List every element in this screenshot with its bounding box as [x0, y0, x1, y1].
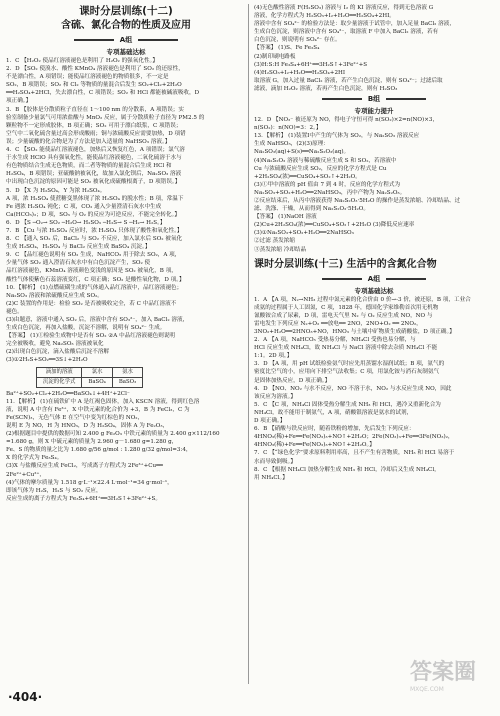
answer-line: 误；少量硫酸的化合物是为了方法是加入适量的 NaHSO₃ 溶液。】 [6, 138, 171, 145]
answer-line: 溶液中含有 SO₄²⁻ 的检验方法是：取少量溶液于试管中，加入足量 BaCl₂ 溶液， [254, 21, 455, 28]
answer-line: (2)出现白色沉淀，滴入盐酸后沉淀不溶解 [6, 349, 110, 356]
answer-line: 1．C 【H₂O₂ 使品红溶液褪色是利用了 H₂O₂ 的强氧化性。】 [6, 58, 158, 64]
answer-line: 13．【解析】 (1)装置Ⅰ中产生的气体为 SO₂，与 Na₂SO₃ 溶液反应 [254, 133, 420, 140]
answer-line: 溶液，化学方程式为 H₂SO₃+I₂+H₂O══H₂SO₄+2HI。 [254, 13, 395, 20]
answer-line: (3)①2H₂S+SO₂══3S↓+2H₂O [6, 357, 88, 364]
answer-line: ③蒸发浓缩 冷却结晶 [254, 246, 307, 253]
answer-line: 8．C 【根据 NH₄Cl 加热分解生成 NH₃ 和 HCl，冷却后又生成 NH₄Cl， [254, 466, 440, 473]
answer-line: 密度比空气的小，应用向下排空气法收集；C 项，用氯化铵与消石灰制氨气 [254, 369, 440, 376]
answer-line: HCl 反应生成 NH₄Cl，故 NH₄Cl 与 NaCl 溶液中除去杂质 NH₄Cl 不能 [254, 345, 438, 352]
answer-line: (4)Na₂S₂O₃ 溶液与稀硫酸反应生成 S 和 SO₂，若溶液中 [254, 157, 397, 164]
answer-line: ②反应结束后，从丙中溶液获得 Na₂S₂O₃·5H₂O 的操作是蒸发浓缩、冷却结晶、过 [254, 197, 461, 204]
answer-line: 【答案】 (1)①检验生成物中是否有 SO₂ ②A 中品红溶液褪色则说明 [6, 333, 176, 340]
answer-line: 7．C 【“绿色化学”要求原料利用率高，且不产生有害物质，NH₃ 和 HCl 易溶于 [254, 450, 455, 457]
answer-line: Na₂SO₃(aq)+S(s)══Na₂S₂O₃(aq)。 [254, 149, 350, 156]
page-number: ·404· [8, 690, 43, 704]
answer-line: Na₂SO₃+SO₂+H₂O══2NaHSO₃，丙中产物为 Na₂S₂O₃。 [254, 189, 406, 196]
answer-line: 白色沉淀，则说明有 SO₄²⁻ 存在。 [254, 37, 341, 44]
table-cell: BaSO₃ [112, 377, 142, 387]
answer-line: 反应生成的离子方程式为 Fe₃S₄+6H⁺══3H₂S↑+3Fe²⁺+S。 [6, 495, 161, 502]
table-cell: 氨水 [112, 367, 142, 377]
table-cell: BaSO₄ [82, 377, 112, 387]
group-a-heading: A组 [6, 35, 246, 46]
right-column [254, 4, 494, 482]
answer-line: 酸性气体使紫色石蕊溶液变红，C 项正确；SO₂ 是酸性氧化物，D 项。】 [6, 276, 185, 283]
answer-line: 1．A 【A 项，N₂→NH₃ 过程中氮元素的化合价由 0 价→-3 价，被还原，B 项，工业合 [254, 296, 471, 303]
answer-line: (3)①Na₂SO₃+SO₂+H₂O══2NaHSO₃ [254, 230, 354, 237]
watermark-logo: 答案圈 MXQE.COM [410, 660, 477, 693]
table-cell: 氯水 [82, 367, 112, 377]
table-cell: 沉淀的化学式 [37, 377, 82, 387]
answer-line: 液，说明 A 中含有 Fe³⁺，X 中铁元素的化合价为 +3，B 为 FeCl₃，C 为 [6, 406, 190, 413]
answer-line: (3)①甲中溶液的 pH 值由 7 到 4 时，反应的化学方程式为 [254, 181, 401, 188]
answer-line: 即该气体为 H₂S，H₂S 与 SO₂ 反应， [6, 487, 102, 494]
answer-line: NH₄Cl，故不能用于制氨气，A 项，硝酸银溶液是氨水的试剂， [254, 409, 413, 416]
answer-line: Ca(HCO₃)₂；D 项，SO₃ 与 O₂ 的反应为可逆反应，不能完全转化。】 [6, 211, 180, 218]
answer-line: 氰酸铵合成了尿素，D 项，雷电天气里 N₂ 与 O₂ 反应生成 NO，NO 与 [254, 312, 433, 319]
group-a2-section: 专项基础达标 [354, 286, 394, 295]
answer-line: 9．C 【品红褪色说明有 SO₂ 生成，NaHCO₃ 用于除去 SO₂，A 项， [6, 252, 181, 259]
answer-line: 滤、洗涤、干燥，从而得到 Na₂S₂O₃·5H₂O。 [254, 206, 369, 213]
lesson-13-answer-lines [254, 296, 494, 482]
answer-line: +2H₂SO₄(浓)══CuSO₄+SO₂↑+2H₂O。 [254, 173, 361, 180]
answer-line: 11．【解析】 (1)在硫铁矿中 A 是红褐色固体，加入 KSCN 溶液，得到红色溶 [6, 398, 200, 405]
answer-line: Ba²⁺+SO₂+Cl₂+2H₂O══BaSO₄↓+4H⁺+2Cl⁻ [6, 390, 130, 397]
answer-line: Cu 与浓硫酸反应生成 SO₂，反应的化学方程式是 Cu [254, 165, 387, 172]
answer-line: 2Fe²⁺+Cu²⁺， [6, 471, 45, 478]
table-row [37, 367, 143, 377]
answer-line: =1.680 g，则 X 中硫元素的质量为 2.960 g－1.680 g=1.280 g， [6, 439, 178, 446]
answer-line: Fe(SCN)₃，无色气体 E 在空气中变为红棕色的 NO₂， [6, 414, 144, 421]
answer-line: 颗粒物不一定形成胶体，B 项正确；SO₂ 可用于漂白纸浆，C 项错误； [6, 122, 182, 129]
answer-line: 【答案】 (1)NaOH 溶液 [254, 214, 317, 221]
answer-line: n(SO₂)：n(NO)=3：2。】 [254, 125, 322, 132]
answer-line: 生成白色沉淀，则溶液中含有 SO₄²⁻，取溶液 F 中加入 BaCl₂ 溶液，若有 [254, 29, 439, 36]
answer-line: 不是漂白性，A 项错误；能使品红溶液褪色的物质很多，不一定是 [6, 74, 169, 81]
answer-line: (4)无色酸性溶液 F(H₂SO₃) 溶液与 I₂ 的 KI 溶液反应，得到无色溶液 G [254, 5, 434, 11]
answer-line: 6．B 【硝酸与铁反应时，随着铁粉的增加，先后发生下列反应： [254, 426, 415, 433]
answer-line: 成氨的过程属于人工固氮，C 项，1828 年，德国化学家维勒首次用无机物 [254, 304, 439, 311]
answer-line: 空气中二氧化硫含量过高会形成酸雨；铜与浓硫酸反应需要加热，D 项错 [6, 130, 186, 137]
answer-line: 完全被吸收，避免 Na₂SO₃ 溶液被氧化 [6, 341, 104, 348]
answer-line: (4)气体的摩尔质量为 1.518 g·L⁻¹×22.4 L·mol⁻¹=34 g·mol⁻¹， [6, 479, 173, 486]
table-cell: 滴加的溶液 [37, 367, 82, 377]
answer-line: Na₂SO₃ 溶液和浓硫酸反应生成 SO₂。 [6, 292, 103, 299]
answer-line: 4．C 【SO₂ 能使品红溶液褪色，加热后又恢复红色，A 项错误；氯气溶 [6, 147, 185, 154]
answer-line: 生成白色沉淀，再加入盐酸，沉淀不溶解，说明有 SO₄²⁻ 生成。 [6, 325, 166, 332]
group-a-section: 专项基础达标 [106, 48, 146, 56]
answer-line: 4．D 【NO、NO₂ 与水不反应，NO 不溶于水，NO₂ 与水反应生成 NO，因此 [254, 385, 452, 392]
left-answer-lines-2 [6, 390, 246, 503]
group-b-answer-lines [254, 116, 494, 254]
answer-line: (2)根据题目中提供的数据可知 2.400 g Fe₂O₃ 中铁元素的质量为 2.400 g×112/160 [6, 431, 220, 438]
answer-line: SO₂，B 项错误；SO₂ 和 Cl₂ 等物质的量混合后发生 SO₂+Cl₂+2H₂O [6, 82, 182, 89]
answer-line: 4HNO₃(稀)+Fe══Fe(NO₃)₃+NO↑+2H₂O；2Fe(NO₃)₃+Fe══3Fe(NO₃)₂， [254, 434, 454, 441]
answer-line: 水而导致倒吸。】 [254, 458, 296, 465]
answer-line: 2．D 【SO₂ 使溴水、酸性 KMnO₄ 溶液褪色是利用了 SO₂ 的还原性， [6, 66, 184, 73]
answer-line: 中出现白色沉淀的原因可能是 SO₂ 被氧化成硫酸根离子，D 项错误。】 [6, 179, 181, 186]
table-row [37, 377, 143, 387]
answer-line: 验室制备少量氯气可用浓盐酸与 MnO₂ 反应，属于分散质粒子直径为 PM2.5 的 [6, 114, 205, 121]
answer-line: 品红溶液褪色，KMnO₄ 溶液颜色变浅的原因是 SO₂ 被氧化，B 项， [6, 268, 177, 275]
answer-line: 有色物质结合生成无色物质，而二者等物质的量混合后生成 HCl 和 [6, 163, 172, 170]
lesson-title-12: 课时分层训练(十二) [79, 5, 173, 17]
answer-line: 10．【解析】 (1)点燃硫磺生成的气体通入品红溶液中，品红溶液褪色； [6, 284, 183, 291]
answer-line: 于水生成 HClO 具有强氧化性，能使品红溶液褪色，二氧化硫溶于水与 [6, 155, 182, 162]
answer-line: 6．D 【S ─O₂→ SO₂ ─H₂O→ H₂SO₃ ─H₂S→ S ─H₂→ H₂S。】 [6, 219, 166, 226]
left-column [6, 4, 246, 503]
answer-line: 3．B 【胶体是分散质粒子直径在 1～100 nm 的分散系，A 项错误；实 [6, 106, 184, 113]
answer-line: 7．B 【Cu 与浓 H₂SO₄ 反应时，浓 H₂SO₄ 只体现了酸性和氧化性。】 [6, 227, 183, 234]
answer-line: (3)由题意，溶液中通入 SO₂ 后，溶液中含有 SO₃²⁻，加入 BaCl₂ 溶液， [6, 317, 189, 323]
group-b-section: 专项能力提升 [354, 107, 394, 116]
answer-line: (2)制印刷电路板 [254, 53, 296, 60]
answer-line: 4HNO₃(稀)+Fe══Fe(NO₃)₃+NO↑+2H₂O。】 [254, 442, 375, 449]
answer-line: (2)C 装置的作用是：检验 SO₂ 是否被吸收完全，若 C 中品红溶液不 [6, 300, 177, 307]
answer-line: 取溶液 G，加入过量 BaCl₂ 溶液，若产生白色沉淀，则有 SO₄²⁻；过滤后取 [254, 77, 443, 84]
answer-line: 1:1。2D 项，】 [254, 353, 293, 360]
answer-line: D 项正确。】 [254, 418, 286, 425]
group-b-heading: B组 [254, 94, 494, 105]
answer-table [36, 367, 143, 388]
answer-line: 褪色。 [6, 308, 23, 315]
answer-line: 2．A 【A 项，NaHCO₃ 受热易分解，NH₄Cl 受热也易分解，与 [254, 337, 416, 344]
answer-line: (4)H₂SO₃+I₂+H₂O══H₂SO₄+2HI [254, 69, 346, 76]
answer-line: 是固体加热反应，D 项正确。】 [254, 377, 331, 384]
answer-line: 雷电发生下列反应 N₂+O₂ ══放电══ 2NO，2NO+O₂ ══ 2NO₂， [254, 320, 422, 327]
answer-line: X 的化学式为 Fe₃S₄。 [6, 455, 63, 462]
answer-line: 3．D 【A 项，用 pH 试纸检验氨气时应先用蒸馏水湿润试纸；B 项，氨气的 [254, 361, 445, 368]
answer-line: 项正确。】 [6, 98, 32, 105]
answer-line: 【答案】 (1)S、Fe Fe₃S₄ [254, 45, 320, 52]
group-a2-heading: A组 [254, 274, 494, 285]
answer-line: 说明 E 为 NO，H 为 HNO₃，D 为 H₂SO₄，固体 A 为 Fe₂O₃， [6, 422, 169, 429]
answer-line: 该反应为溶液。】 [254, 393, 296, 400]
answer-line: 5．C 【C 项，NH₄Cl 固体受热分解生成 NH₃ 和 HCl，遇冷又重新化合为 [254, 401, 441, 408]
answer-line: 滤液，滴加 H₂O₂ 溶液，若再产生白色沉淀，则有 H₂SO₃ [254, 85, 398, 92]
answer-line: 8．C 【通入 SO₂ 后，BaCl₂ 与 SO₂ 不反应，加入氯水后 SO₂ 被氧化 [6, 236, 183, 243]
answer-line: 5．D 【X 为 H₂SO₄，Y 为浓 H₂SO₄。 [6, 187, 106, 194]
answer-line: 3NO₂+H₂O══2HNO₃+NO，HNO₃ 与土壤中矿物质生成硝酸盐，D 项正确。】 [254, 329, 455, 335]
answer-line: (3)H:S:H Fe₃S₄+6H⁺══3H₂S↑+3Fe²⁺+S [254, 61, 368, 68]
lesson-subtitle-12: 含硫、氯化合物的性质及应用 [61, 20, 191, 31]
answer-line: 少量气体 SO₂ 通入澄清石灰水中有白色沉淀产生，SO₂ 使 [6, 260, 151, 267]
right-answer-lines [254, 4, 494, 93]
answer-line: 生成 NaHSO₃，(2)(3)原理： [254, 141, 329, 148]
answer-line: ══H₂SO₄+2HCl，失去漂白性，C 项错误；SO₂ 和 HCl 都能被碱液吸收，D [6, 90, 200, 97]
answer-line: (2)Cu+2H₂SO₄(浓)══CuSO₄+SO₂↑+2H₂O (3)降低反应速率 [254, 222, 415, 229]
answer-line: 用 NH₄Cl。】 [254, 474, 288, 481]
answer-line: H₂SO₄，B 项错误；亚硫酸钠被氧化，故加入氯化钡后，Na₂SO₃ 溶液 [6, 171, 182, 178]
answer-line: 12．D 【NO₃⁻ 被还原为 NO，得电子守恒可得 n(SO₂)×2=n(NO)×3， [254, 117, 439, 124]
answer-line: Fe 遇浓 H₂SO₄ 钝化；C 项，CO₂ 通入少量澄清石灰水中生成 [6, 203, 162, 210]
left-answer-lines [6, 57, 246, 365]
column-divider [248, 4, 249, 684]
answer-line: (3)X 与盐酸反应生成 FeCl₂，写成离子方程式为 2Fe³⁺+Cu══ [6, 463, 163, 470]
lesson-title-13: 课时分层训练(十三) 生活中的含氮化合物 [254, 258, 437, 270]
answer-line: Fe、S 的物质的量之比为 1.680 g/56 g/mol : 1.280 g/32 g/mol=3:4， [6, 447, 192, 454]
answer-line: ②过滤 蒸发浓缩 [254, 238, 295, 245]
answer-line: A 项，浓 H₂SO₄ 使蔗糖变黑体现了浓 H₂SO₄ 的脱水性；B 项，常温下 [6, 195, 184, 202]
answer-line: 生成 H₂SO₄，H₂SO₄ 与 BaCl₂ 反应生成 BaSO₄ 沉淀。】 [6, 244, 151, 251]
